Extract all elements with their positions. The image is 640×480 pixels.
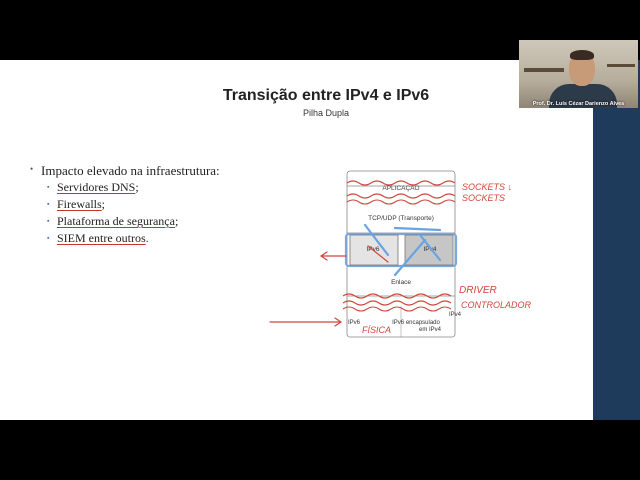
sub-bullet-text: SIEM entre outros: [57, 231, 146, 245]
slide-title: Transição entre IPv4 e IPv6: [222, 87, 430, 104]
sub-bullet-suffix: .: [145, 231, 149, 245]
sub-bullet-text: Servidores DNS: [57, 180, 136, 194]
webcam-shelf: [524, 68, 564, 72]
layer-application-text: APLICAÇÃO: [382, 185, 420, 192]
scribble-driver-band-2: [343, 301, 451, 305]
bottom-center-line2: em IPv4: [418, 327, 442, 333]
sub-bullet-suffix: ;: [135, 180, 139, 194]
sub-bullet-text: Firewalls: [57, 197, 102, 211]
sub-bullet-suffix: ;: [174, 214, 179, 228]
sub-bullet-suffix: ;: [101, 197, 106, 211]
webcam-name-label: Prof. Dr. Luís Cézar Darienzo Alves: [532, 101, 625, 107]
annotation-driver: DRIVER: [459, 285, 497, 296]
webcam-person-hair: [570, 50, 594, 60]
scribble-driver-band-3: [343, 307, 451, 311]
sub-bullet-text: Plataforma de segurança: [57, 214, 175, 228]
main-bullet-text: Impacto elevado na infraestrutura:: [41, 163, 220, 178]
bottom-center-line1: IPv6 encapsulado: [392, 320, 440, 326]
ipv4-box-label: IPv4: [423, 246, 437, 253]
annotation-sockets-1: SOCKETS ↓: [462, 182, 513, 192]
scribble-app-band-3: [347, 200, 455, 204]
webcam-shelf-right: [607, 64, 635, 67]
layer-transport-text: TCP/UDP (Transporte): [368, 215, 434, 222]
bottom-left-text: IPv6: [347, 320, 361, 326]
bottom-right-text: IPv4: [448, 312, 462, 318]
annotation-sockets-2: SOCKETS: [462, 193, 506, 203]
ipv6-box-label: IPv6: [366, 246, 380, 253]
slide-subtitle: Pilha Dupla: [302, 108, 350, 118]
annotation-controlador: CONTROLADOR: [461, 300, 532, 310]
scribble-app-band-2: [347, 194, 455, 198]
annotation-fisica: FÍSICA: [362, 325, 392, 335]
webcam-feed: [519, 40, 638, 108]
layer-link-text: Enlace: [391, 279, 411, 286]
